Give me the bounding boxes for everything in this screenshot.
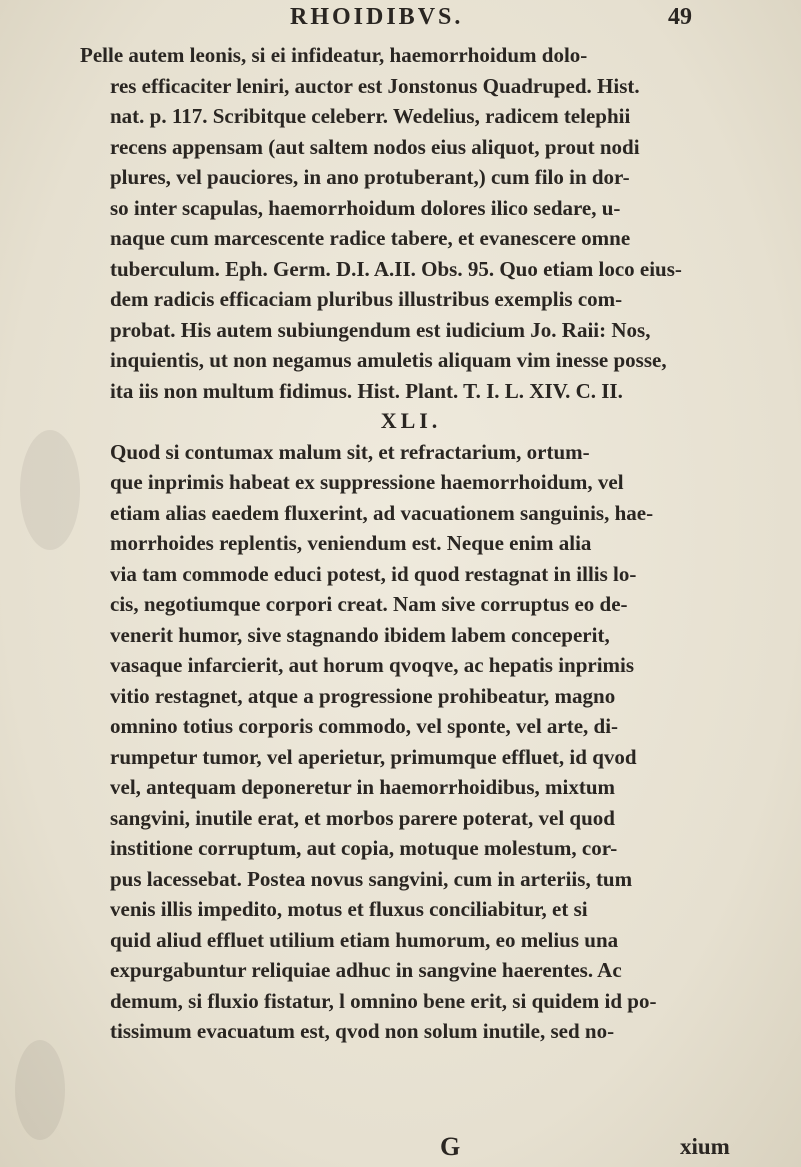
text-line: pus lacessebat. Postea novus sangvini, cum in arteriis, tum bbox=[110, 866, 633, 891]
text-line: naque cum marcescente radice tabere, et evanescere omne bbox=[110, 226, 631, 250]
page-number: 49 bbox=[668, 4, 692, 30]
page-header bbox=[0, 4, 801, 40]
text-line: morrhoides replentis, veniendum est. Neque enim alia bbox=[110, 531, 592, 555]
text-line: expurgabuntur reliquiae adhuc in sangvine haerentes. Ac bbox=[110, 958, 622, 982]
section-number: XLI. bbox=[380, 408, 442, 433]
text-line: via tam commode educi potest, id quod restagnat in illis lo- bbox=[110, 561, 637, 586]
signature-mark: G bbox=[440, 1132, 461, 1161]
text-line: tuberculum. Eph. Germ. D.I. A.II. Obs. 95. Quo etiam loco eius- bbox=[110, 256, 682, 281]
catchword: xium bbox=[680, 1134, 730, 1159]
text-line: sangvini, inutile erat, et morbos parere poterat, vel quod bbox=[110, 805, 615, 830]
text-line: institione corruptum, aut copia, motuque molestum, cor- bbox=[110, 836, 618, 860]
text-line: vel, antequam deponeretur in haemorrhoidibus, mixtum bbox=[110, 775, 616, 799]
text-line: demum, si fluxio fistatur, l omnino bene erit, si quidem id po- bbox=[110, 988, 657, 1013]
text-line: vasaque infarcierit, aut horum qvoqve, ac hepatis inprimis bbox=[110, 653, 635, 677]
text-line: etiam alias eaedem fluxerint, ad vacuationem sanguinis, hae- bbox=[110, 500, 654, 525]
body-text bbox=[66, 40, 756, 1047]
text-line: recens appensam (aut saltem nodos eius aliquot, prout nodi bbox=[110, 134, 640, 159]
text-line: cis, negotiumque corpori creat. Nam sive corruptus eo de- bbox=[110, 592, 628, 616]
text-line: Pelle autem leonis, si ei infideatur, haemorrhoidum dolo- bbox=[80, 43, 588, 67]
text-line: plures, vel pauciores, in ano protuberant,) cum filo in dor- bbox=[110, 165, 630, 189]
text-line: ita iis non multum fidimus. Hist. Plant. T. I. L. XIV. C. II. bbox=[110, 378, 623, 403]
text-line: omnino totius corporis commodo, vel sponte, vel arte, di- bbox=[110, 714, 619, 738]
page-stain bbox=[15, 1040, 65, 1140]
text-line: tissimum evacuatum est, qvod non solum inutile, sed no- bbox=[110, 1019, 615, 1043]
text-line: inquientis, ut non negamus amuletis aliquam vim inesse posse, bbox=[110, 348, 667, 372]
page-footer bbox=[0, 1132, 801, 1164]
text-line: que inprimis habeat ex suppressione haemorrhoidum, vel bbox=[110, 470, 624, 494]
text-line: vitio restagnet, atque a progressione prohibeatur, magno bbox=[110, 683, 616, 708]
text-line: dem radicis efficaciam pluribus illustribus exemplis com- bbox=[110, 287, 623, 311]
text-line: so inter scapulas, haemorrhoidum dolores ilico sedare, u- bbox=[110, 195, 621, 220]
text-line: nat. p. 117. Scribitque celeberr. Wedelius, radicem telephii bbox=[110, 104, 631, 128]
text-line: venerit humor, sive stagnando ibidem labem conceperit, bbox=[110, 622, 610, 647]
text-line: rumpetur tumor, vel aperietur, primumque effluet, id qvod bbox=[110, 744, 637, 769]
text-line: quid aliud effluet utilium etiam humorum, eo melius una bbox=[110, 927, 619, 952]
text-line: Quod si contumax malum sit, et refractarium, ortum- bbox=[110, 439, 590, 464]
running-head: RHOIDIBVS. bbox=[290, 4, 464, 30]
text-line: venis illis impedito, motus et fluxus conciliabitur, et si bbox=[110, 897, 588, 921]
text-line: res efficaciter leniri, auctor est Jonstonus Quadruped. Hist. bbox=[110, 73, 640, 98]
text-line: probat. His autem subiungendum est iudicium Jo. Raii: Nos, bbox=[110, 317, 651, 342]
